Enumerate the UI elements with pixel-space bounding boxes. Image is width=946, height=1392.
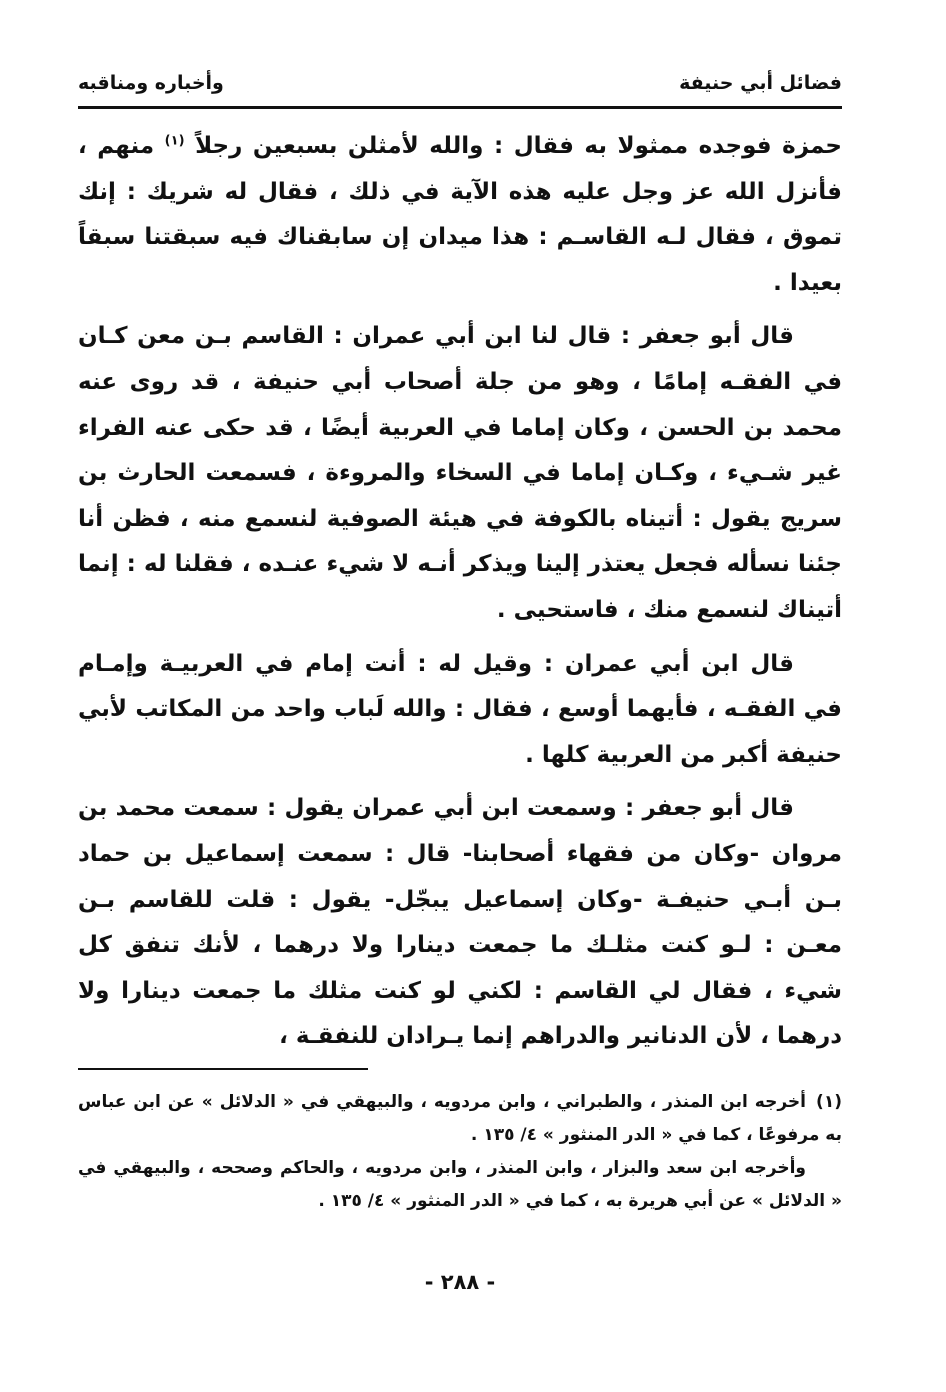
footnote-1-text: أخرجه ابن المنذر ، والطبراني ، وابن مردويه ، والبيهقي في « الدلائل » عن ابن عباس به مرفوعًا ، كما في « الدر المنثور » ٤/ ١٣٥ .	[78, 1092, 842, 1145]
main-text	[78, 124, 842, 1068]
page-number: - ٢٨٨ -	[424, 1270, 496, 1294]
footnote-1-continuation: وأخرجه ابن سعد والبزار ، وابن المنذر ، وابن مردويه ، والحاكم وصححه ، والبيهقي في « الدلائل » عن أبي هريرة به ، كما في « الدر المنثور » ٤/ ١٣٥ .	[78, 1158, 842, 1211]
book-page	[78, 0, 842, 1392]
paragraph-3: قال ابن أبي عمران : وقيل له : أنت إمام في العربيـة وإمـام في الفقـه ، فأيهما أوسع ، فقال : والله لَباب واحد من المكاتب لأبي حنيفة أكبر من العربية كلها .	[78, 650, 842, 768]
header-divider	[78, 106, 842, 109]
paragraph-2: قال أبو جعفر : قال لنا ابن أبي عمران : القاسم بـن معن كـان في الفقـه إمامًا ، وهو من جلة أصحاب أبي حنيفة ، قد روى عنه محمد بن الحسن ، وكان إماما في العربية أيضًا ، قد حكى عنه الفراء غير شـيء ، وكـان إماما في السخاء والمروءة ، فسمعت الحارث بن سريج يقول : أتيناه بالكوفة في هيئة الصوفية لنسمع منه ، فظن أنا جئنا نسأله فجعل يعتذر إلينا ويذكر أنـه لا شيء عنـده ، فقلنا له : إنما أتيناك لنسمع منك ، فاستحيى .	[78, 323, 842, 623]
footnote-reference[interactable]: (١)	[164, 133, 185, 149]
paragraph-4: قال أبو جعفر : وسمعت ابن أبي عمران يقول : سمعت محمد بن مروان -وكان من فقهاء أصحابنا- قال : سمعت إسماعيل بن حماد بـن أبـي حنيفـة -وكان إسماعيل يبجّل- يقول : قلت للقاسم بـن معـن : لـو كنت مثلـك ما جمعت دينارا ولا درهما ، لأنك تنفق كل شيء ، فقال لي القاسم : لكني لو كنت مثلك ما جمعت دينارا ولا درهما ، لأن الدنانير والدراهم إنما يـرادان للنفقـة ،	[78, 795, 842, 1050]
footnote-divider	[78, 1068, 368, 1070]
footnote-number: (١)	[816, 1092, 842, 1112]
footnotes	[78, 1086, 842, 1218]
book-title: فضائل أبي حنيفة	[679, 72, 842, 94]
paragraph-1	[78, 124, 842, 306]
paragraph-1-start: حمزة فوجده ممثولا به فقال : والله لأمثلن بسبعين رجلاً	[195, 133, 843, 159]
footnote-1	[78, 1086, 842, 1152]
section-title: وأخباره ومناقبه	[78, 72, 224, 94]
paragraph-1-end: منهم ، فأنزل الله عز وجل عليه هذه الآية في ذلك ، فقال له شريك : إنك تموق ، فقال لـه القاسـم : هذا ميدان إن سابقناك فيه سبقتنا سبقاً بعيدا .	[78, 133, 842, 296]
running-header	[78, 70, 842, 104]
